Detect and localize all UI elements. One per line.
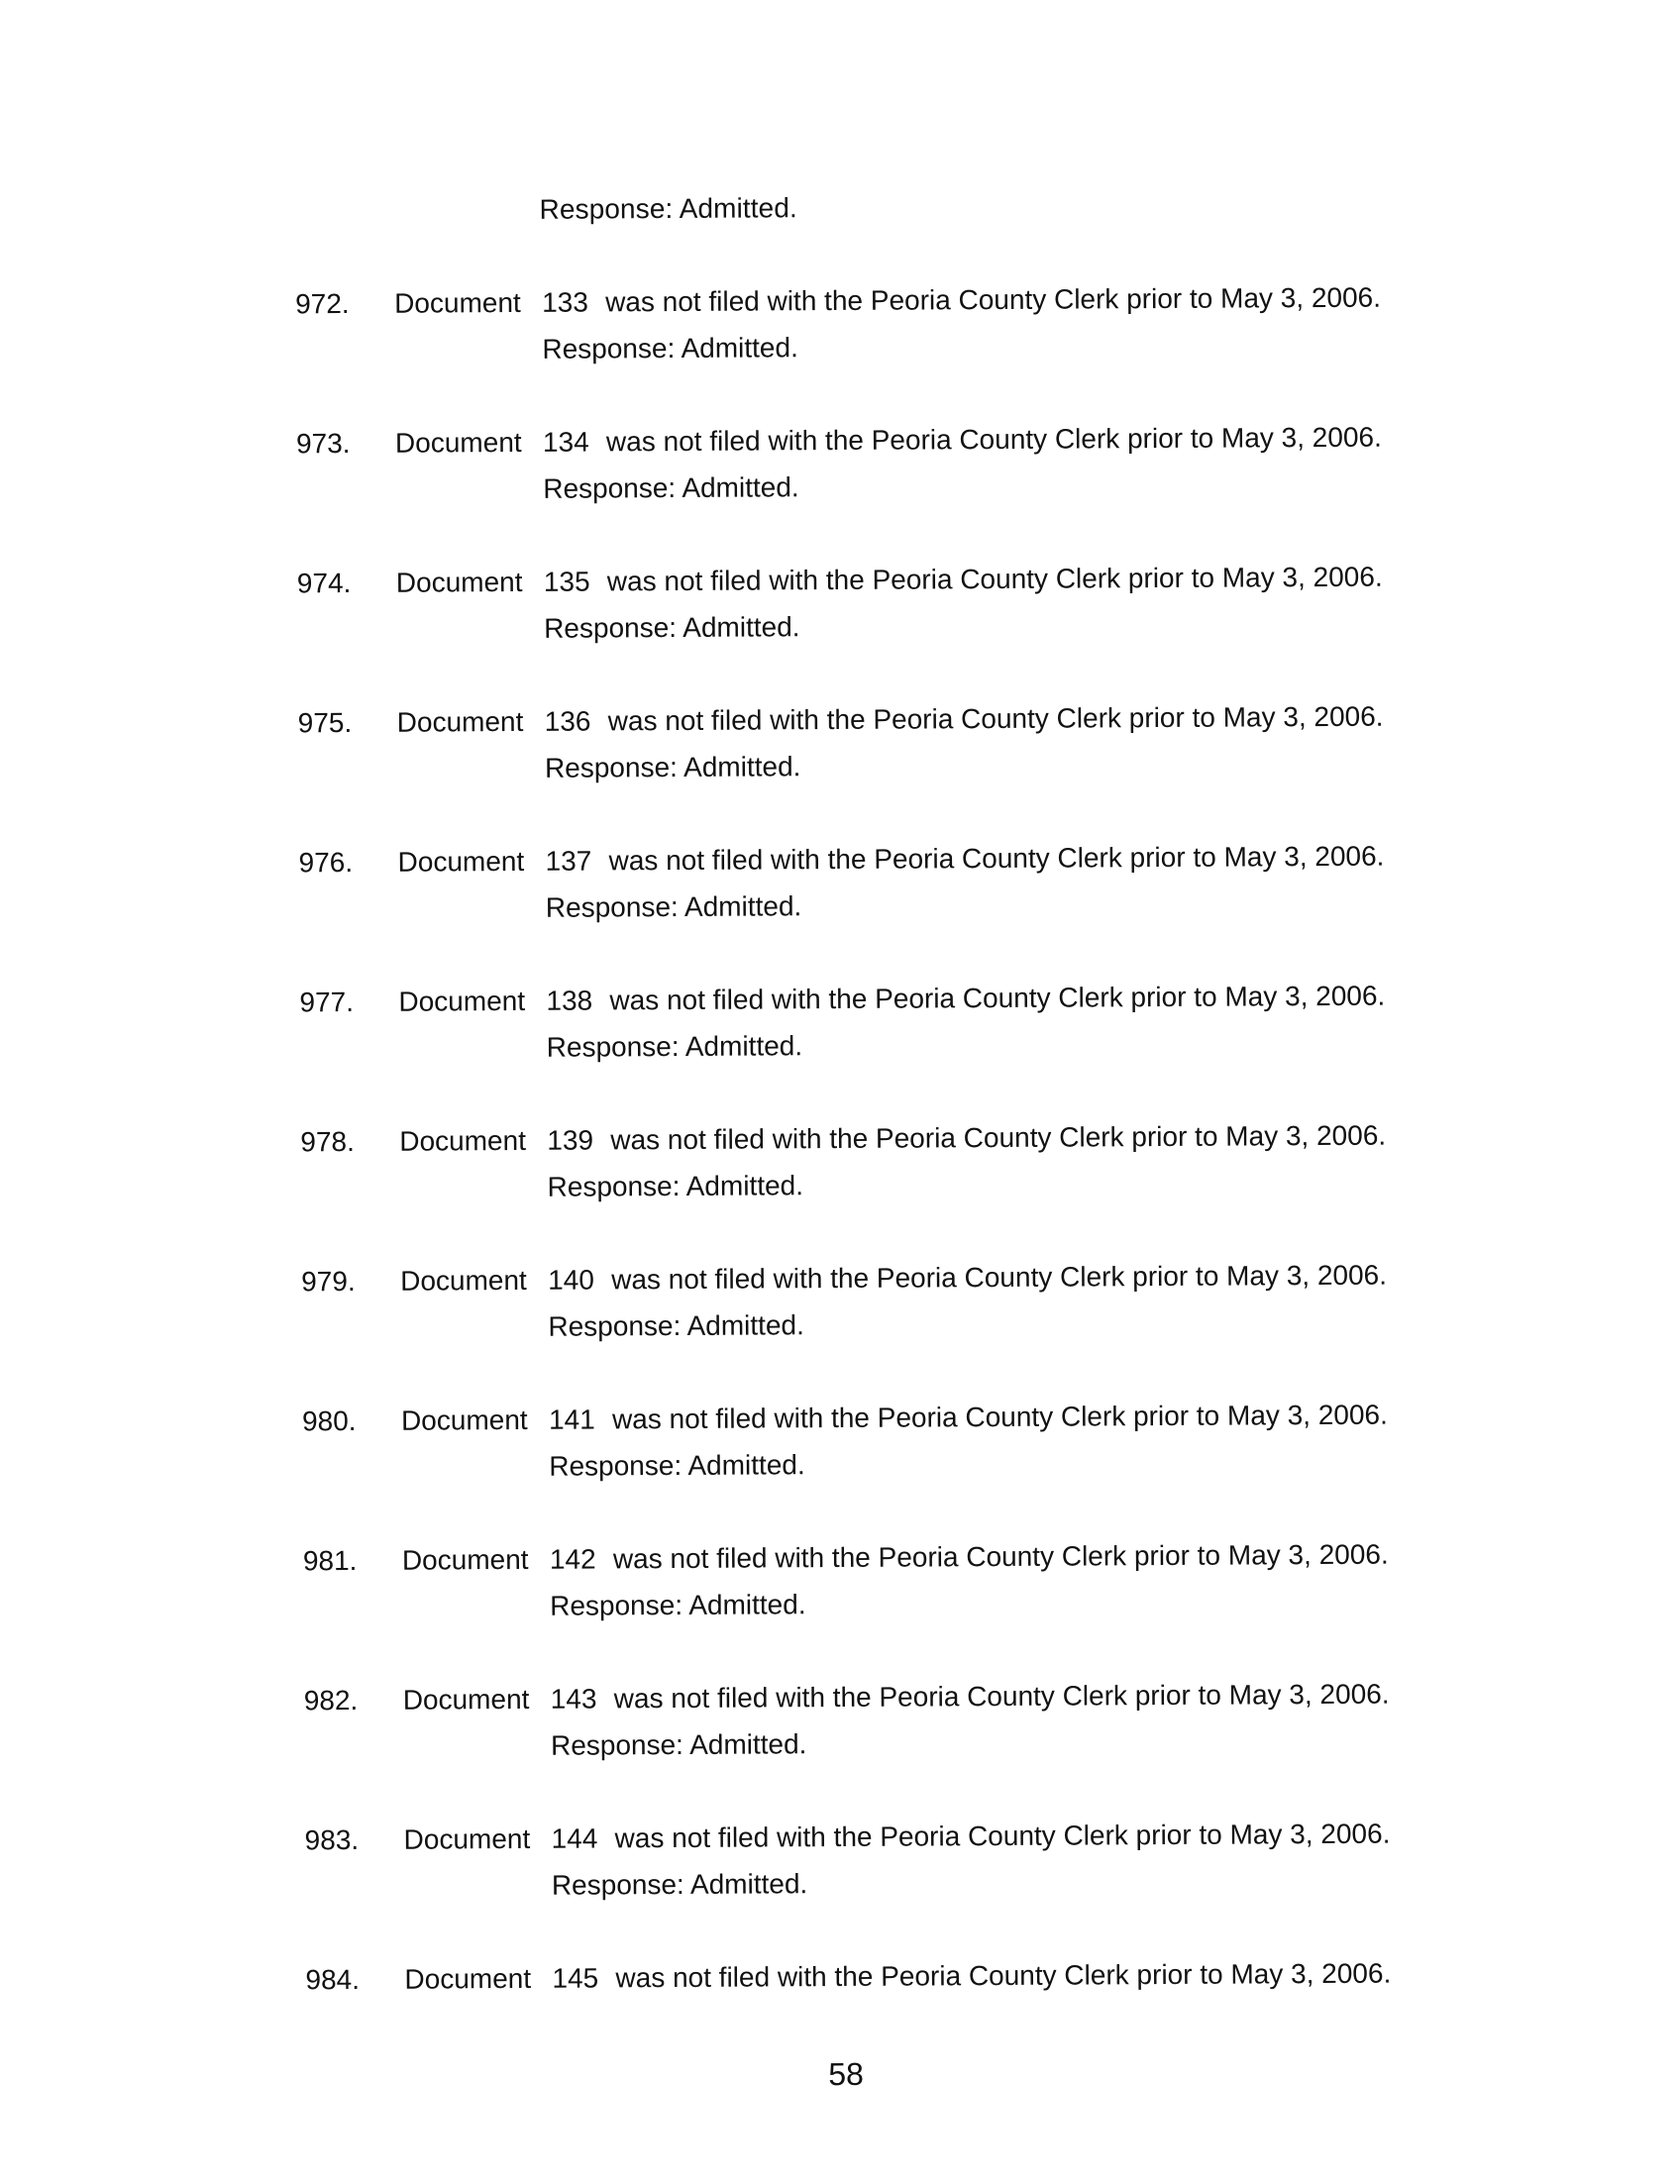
list-item	[5, 1817, 1680, 1925]
document-label: Document	[404, 1962, 532, 1995]
document-number: 136	[544, 705, 591, 737]
list-item	[0, 839, 1679, 948]
document-number: 135	[543, 566, 590, 597]
item-statement: was not filed with the Peoria County Clerk prior to May 3, 2006.	[611, 1259, 1388, 1296]
list-item	[0, 280, 1676, 389]
item-response: Response: Admitted.	[546, 1030, 803, 1063]
list-item	[3, 1537, 1680, 1646]
document-label: Document	[400, 1264, 527, 1297]
document-number: 142	[549, 1543, 596, 1575]
document-number: 143	[550, 1683, 597, 1715]
document-label: Document	[394, 426, 522, 459]
document-label: Document	[399, 1124, 527, 1157]
item-response: Response: Admitted.	[550, 1589, 806, 1621]
item-statement: was not filed with the Peoria County Clerk prior to May 3, 2006.	[613, 1678, 1390, 1715]
list-item	[0, 420, 1676, 529]
item-statement: was not filed with the Peoria County Clerk prior to May 3, 2006.	[615, 1957, 1392, 1994]
list-item	[4, 1677, 1680, 1786]
document-number: 140	[548, 1264, 594, 1296]
item-response: Response: Admitted.	[545, 890, 802, 923]
item-statement: was not filed with the Peoria County Clerk prior to May 3, 2006.	[612, 1538, 1389, 1575]
item-response: Response: Admitted.	[544, 611, 800, 644]
document-number: 141	[548, 1404, 595, 1435]
item-number: 977.	[299, 986, 355, 1018]
document-number: 133	[542, 286, 588, 318]
item-statement: was not filed with the Peoria County Clerk prior to May 3, 2006.	[611, 1399, 1388, 1435]
document-label: Document	[402, 1683, 530, 1716]
list-item	[0, 560, 1677, 669]
document-label: Document	[397, 845, 525, 878]
item-number: 981.	[302, 1544, 358, 1577]
list-item	[2, 1398, 1680, 1507]
document-number: 137	[545, 845, 592, 877]
item-number: 982.	[303, 1684, 359, 1716]
item-statement: was not filed with the Peoria County Clerk prior to May 3, 2006.	[608, 840, 1385, 877]
document-number: 139	[547, 1124, 594, 1156]
document-label: Document	[394, 286, 521, 319]
list-item	[1, 1258, 1680, 1367]
item-response: Response: Admitted.	[542, 332, 798, 364]
document-label: Document	[401, 1543, 529, 1576]
item-response: Response: Admitted.	[543, 471, 799, 504]
item-statement: was not filed with the Peoria County Clerk prior to May 3, 2006.	[610, 1119, 1387, 1156]
item-statement: was not filed with the Peoria County Clerk prior to May 3, 2006.	[609, 980, 1386, 1016]
list-item	[0, 1118, 1680, 1227]
item-response: Response: Admitted.	[548, 1309, 804, 1342]
item-number: 983.	[304, 1823, 360, 1856]
document-number: 144	[551, 1822, 598, 1854]
item-statement: was not filed with the Peoria County Clerk prior to May 3, 2006.	[605, 421, 1382, 458]
list-item	[0, 979, 1680, 1088]
item-response: Response: Admitted.	[549, 1449, 805, 1482]
document-label: Document	[398, 985, 526, 1017]
document-number: 138	[546, 985, 593, 1016]
item-number: 974.	[296, 568, 352, 599]
item-number: 975.	[297, 707, 353, 739]
document-number: 134	[542, 426, 589, 458]
item-number: 972.	[295, 288, 350, 320]
item-response: Response: Admitted.	[551, 1868, 808, 1901]
item-number: 980.	[301, 1404, 357, 1437]
document-label: Document	[403, 1822, 531, 1855]
item-number: 978.	[300, 1125, 355, 1158]
list-item	[0, 699, 1678, 808]
item-response: Response: Admitted.	[547, 1170, 804, 1202]
item-response: Response: Admitted.	[550, 1728, 807, 1761]
item-statement: was not filed with the Peoria County Clerk prior to May 3, 2006.	[606, 561, 1383, 597]
item-statement: was not filed with the Peoria County Clerk prior to May 3, 2006.	[605, 281, 1382, 318]
document-number: 145	[552, 1962, 599, 1994]
item-number: 973.	[295, 428, 351, 460]
page-number: 58	[828, 2055, 864, 2093]
document-label: Document	[396, 705, 524, 738]
item-number: 979.	[301, 1265, 356, 1298]
lead-response: Response: Admitted.	[539, 192, 797, 225]
item-statement: was not filed with the Peoria County Clerk prior to May 3, 2006.	[614, 1818, 1391, 1854]
document-label: Document	[395, 566, 523, 598]
document-label: Document	[400, 1404, 528, 1436]
item-number: 984.	[305, 1963, 361, 1996]
list-item	[5, 1956, 1680, 2065]
item-response: Response: Admitted.	[544, 751, 801, 783]
item-number: 976.	[298, 847, 354, 879]
item-statement: was not filed with the Peoria County Clerk prior to May 3, 2006.	[607, 700, 1384, 737]
